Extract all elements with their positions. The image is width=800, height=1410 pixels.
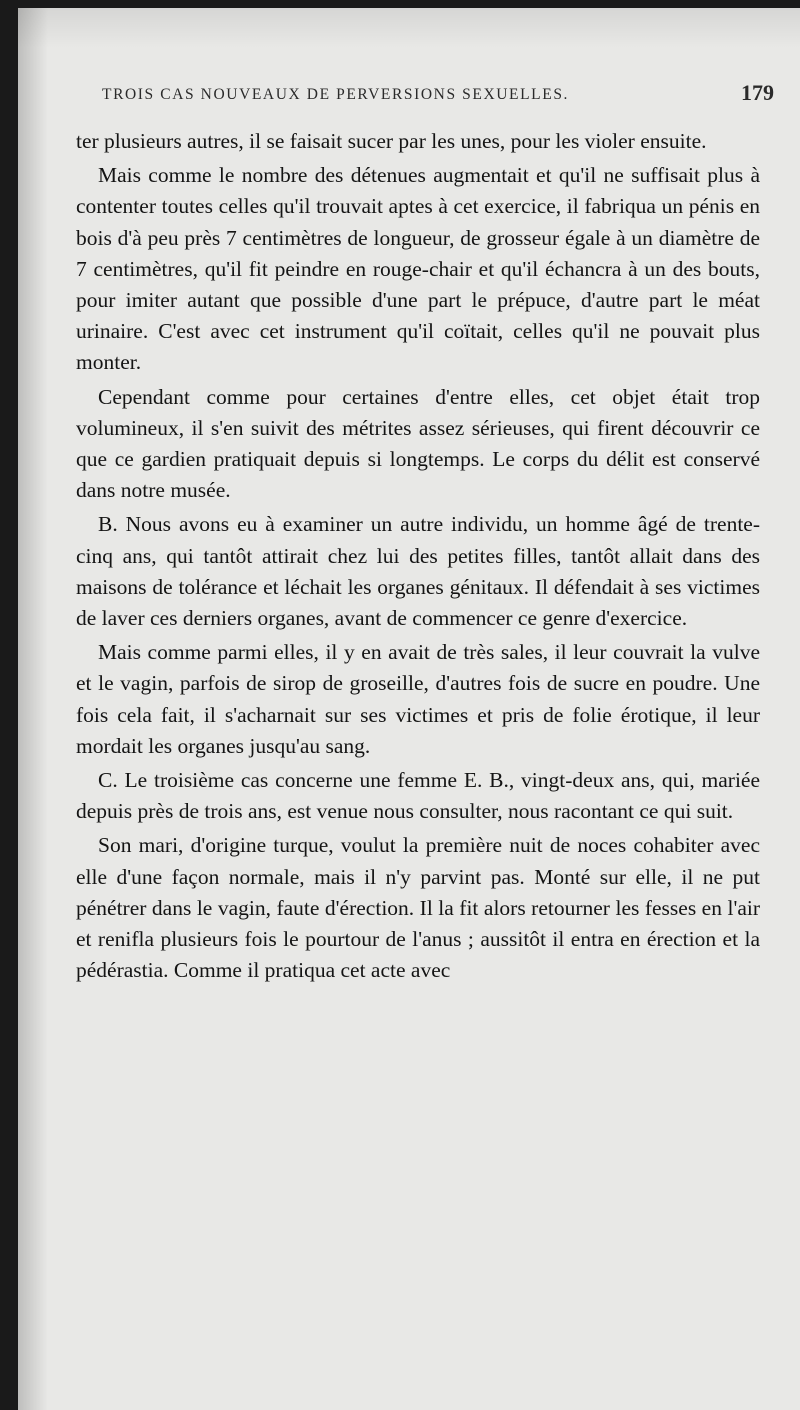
paragraph-case-c: C. Le troisième cas concerne une femme E. B., vingt-deux ans, qui, mariée depuis près de trois ans, est venue nous consulter, nous racontant ce qui suit. [76, 768, 760, 824]
paragraph: Mais comme parmi elles, il y en avait de très sales, il leur couvrait la vulve et le vagin, parfois de sirop de groseille, d'autres fois de sucre en poudre. Une fois cela fait, il s'acharnait sur ses victimes et pris de folie érotique, il leur mordait les organes jusqu'au sang. [76, 640, 760, 758]
paragraph-continuation: ter plusieurs autres, il se faisait sucer par les unes, pour les violer ensuite. [76, 129, 707, 153]
running-title: TROIS CAS NOUVEAUX DE PERVERSIONS SEXUELLES. [102, 86, 570, 103]
paragraph: Son mari, d'origine turque, voulut la première nuit de noces cohabiter avec elle d'une façon normale, mais il n'y parvint pas. Monté sur elle, il ne put pénétrer dans le vagin, faute d'érection. Il la fit alors retourner les fesses en l'air et renifla plusieurs fois le pourtour de l'anus ; aussitôt il entra en érection et la pédérastia. Comme il pratiqua cet acte avec [76, 833, 760, 983]
paragraph-case-b: B. Nous avons eu à examiner un autre individu, un homme âgé de trente-cinq ans, qui tantôt attirait chez lui des petites filles, tantôt allait dans des maisons de tolérance et léchait les organes génitaux. Il défendait à ses victimes de laver ces derniers organes, avant de commencer ce genre d'exercice. [76, 512, 760, 631]
running-head [102, 80, 782, 105]
body-text [76, 126, 760, 986]
paragraph: Mais comme le nombre des détenues augmentait et qu'il ne suffisait plus à contenter toutes celles qu'il trouvait aptes à cet exercice, il fabriqua un pénis en bois d'à peu près 7 centimètres de longueur, de grosseur égale à un diamètre de 7 centimètres, qu'il fit peindre en rouge-chair et qu'il échancra à un des bouts, pour imiter autant que possible d'une part le prépuce, d'autre part le méat urinaire. C'est avec cet instrument qu'il coïtait, celles qu'il ne pouvait plus monter. [76, 163, 760, 375]
page-number: 179 [741, 80, 774, 105]
book-page [18, 8, 800, 1410]
paragraph: Cependant comme pour certaines d'entre elles, cet objet était trop volumineux, il s'en suivit des métrites assez sérieuses, qui firent découvrir ce que ce gardien pratiquait depuis si longtemps. Le corps du délit est conservé dans notre musée. [76, 384, 760, 503]
